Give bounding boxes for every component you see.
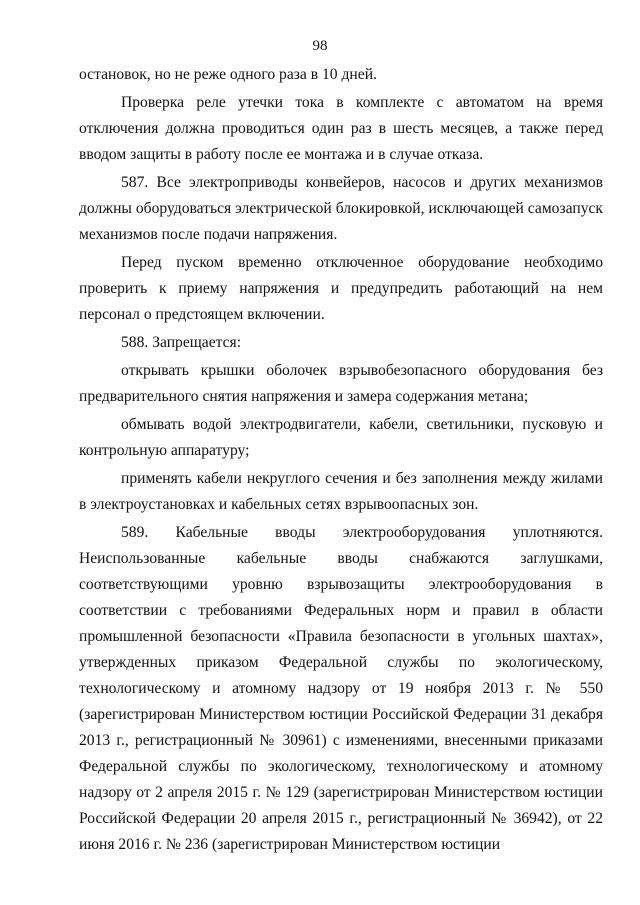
list-item-wash-equipment: обмывать водой электродвигатели, кабели, светильники, пусковую и контрольную аппаратуру; bbox=[79, 416, 603, 459]
page-number: 98 bbox=[312, 38, 328, 54]
paragraph-relay-check: Проверка реле утечки тока в комплекте с автоматом на время отключения должна проводиться один раз в шесть месяцев, а также перед вводом защиты в работу после ее монтажа и в случае отказа. bbox=[79, 94, 603, 163]
paragraph-587: 587. Все электроприводы конвейеров, насосов и других механизмов должны оборудоваться электрической блокировкой, исключающей самозапуск механизмов после подачи напряжения. bbox=[79, 174, 603, 243]
list-item-noncircular-cables: применять кабели некруглого сечения и без заполнения между жилами в электроустановках и кабельных сетях взрывоопасных зон. bbox=[79, 470, 603, 513]
paragraph-589: 589. Кабельные вводы электрооборудования уплотняются. Неиспользованные кабельные вводы снабжаются заглушками, соответствующими уровню взрывозащиты электрооборудования в соответствии с требованиями Федеральных норм и правил в области промышленной безопасности «Правила безопасности в угольных шахтах», утвержденных приказом Федеральной службы по экологическому, технологическому и атомному надзору от 19 ноября 2013 г. № 550 (зарегистрирован Министерством юстиции Российской Федерации 31 декабря 2013 г., регистрационный № 30961) с изменениями, внесенными приказами Федеральной службы по экологическому, технологическому и атомному надзору от 2 апреля 2015 г. № 129 (зарегистрирован Министерством юстиции Российской Федерации 20 апреля 2015 г., регистрационный № 36942), от 22 июня 2016 г. № 236 (зарегистрирован Министерством юстиции bbox=[79, 524, 603, 853]
paragraph-before-start: Перед пуском временно отключенное оборудование необходимо проверить к приему напряжения и предупредить работающий на нем персонал о предстоящем включении. bbox=[79, 254, 603, 323]
document-body bbox=[79, 62, 603, 858]
paragraph-588-heading: 588. Запрещается: bbox=[121, 334, 242, 351]
paragraph-continuation: остановок, но не реже одного раза в 10 дней. bbox=[79, 66, 377, 83]
list-item-open-covers: открывать крышки оболочек взрывобезопасного оборудования без предварительного снятия напряжения и замера содержания метана; bbox=[79, 362, 603, 405]
